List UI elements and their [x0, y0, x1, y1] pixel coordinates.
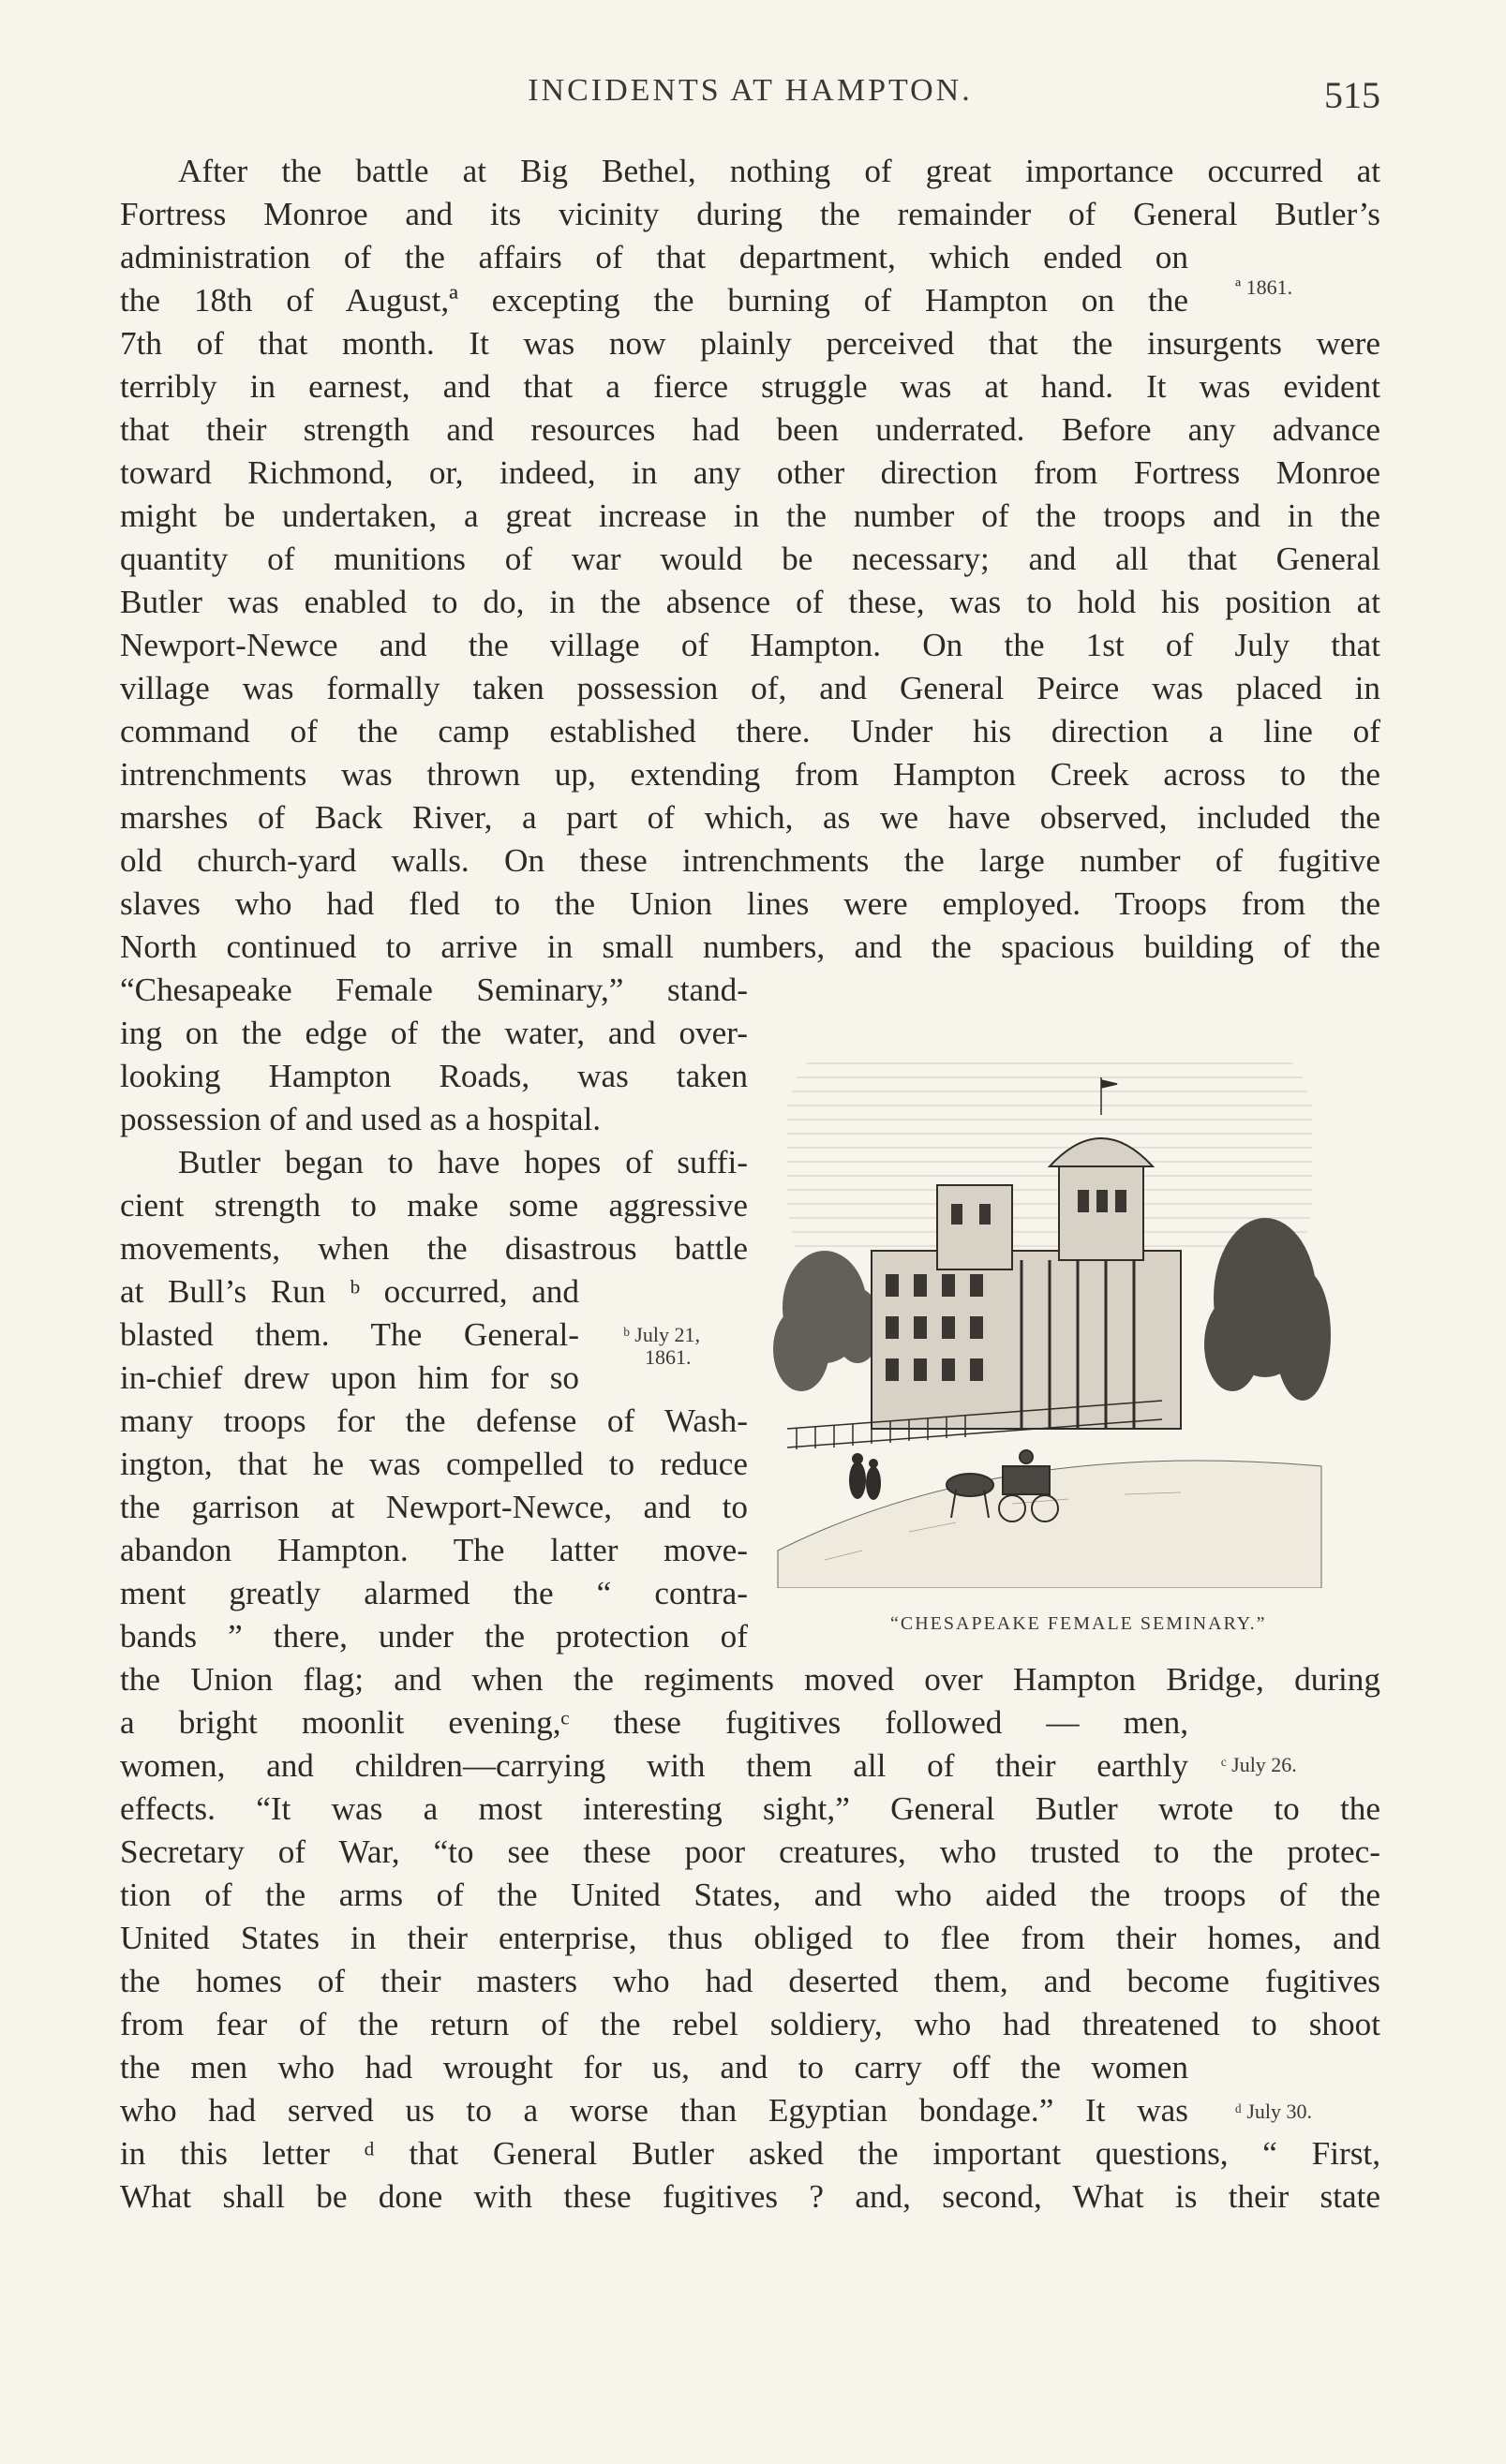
- text-line: marshes of Back River, a part of which, as we have observed, included the: [120, 799, 1380, 836]
- text-line: Butler began to have hopes of suffi-: [178, 1144, 748, 1180]
- text-line: movements, when the disastrous battle: [120, 1230, 748, 1267]
- text-line: abandon Hampton. The latter move-: [120, 1532, 748, 1568]
- text-line: cient strength to make some aggressive: [120, 1187, 748, 1224]
- text-line: who had served us to a worse than Egyptian bondage.” It was: [120, 2092, 1188, 2129]
- margin-note-a: ª 1861.: [1235, 275, 1293, 299]
- text-line: might be undertaken, a great increase in the number of the troops and in the: [120, 497, 1380, 534]
- text-line: 7th of that month. It was now plainly perceived that the insurgents were: [120, 325, 1380, 362]
- text-line: administration of the affairs of that department, which ended on: [120, 239, 1188, 275]
- text-line: women, and children—carrying with them all of their earthly: [120, 1747, 1188, 1784]
- text-line: command of the camp established there. Under his direction a line of: [120, 713, 1380, 750]
- text-line: ing on the edge of the water, and over-: [120, 1015, 748, 1051]
- text-line: the Union flag; and when the regiments moved over Hampton Bridge, during: [120, 1661, 1380, 1698]
- text-line: tion of the arms of the United States, and who aided the troops of the: [120, 1877, 1380, 1913]
- page-number: 515: [1324, 74, 1380, 116]
- text-line: “Chesapeake Female Seminary,” stand-: [120, 972, 748, 1008]
- text-line: North continued to arrive in small numbers, and the spacious building of the: [120, 928, 1380, 965]
- text-line: old church-yard walls. On these intrenchments the large number of fugitive: [120, 842, 1380, 879]
- text-line: United States in their enterprise, thus obliged to flee from their homes, and: [120, 1920, 1380, 1956]
- text-line: Butler was enabled to do, in the absence of these, was to hold his position at: [120, 584, 1380, 620]
- running-title: INCIDENTS AT HAMPTON.: [528, 73, 973, 108]
- text-line: After the battle at Big Bethel, nothing of great importance occurred at: [178, 153, 1380, 189]
- text-line: a bright moonlit evening,ᶜ these fugitives followed — men,: [120, 1704, 1188, 1741]
- figure-caption: “CHESAPEAKE FEMALE SEMINARY.”: [890, 1613, 1267, 1634]
- text-line: intrenchments was thrown up, extending from Hampton Creek across to the: [120, 756, 1380, 793]
- text-line: quantity of munitions of war would be necessary; and all that General: [120, 541, 1380, 577]
- text-line: effects. “It was a most interesting sight,” General Butler wrote to the: [120, 1790, 1380, 1827]
- text-line: ment greatly alarmed the “ contra-: [120, 1575, 748, 1611]
- text-line: the homes of their masters who had deserted them, and become fugitives: [120, 1963, 1380, 1999]
- text-line: slaves who had fled to the Union lines were employed. Troops from the: [120, 885, 1380, 922]
- text-line: possession of and used as a hospital.: [120, 1101, 602, 1137]
- text-line: ington, that he was compelled to reduce: [120, 1446, 748, 1482]
- text-line: the 18th of August,ª excepting the burning of Hampton on the: [120, 282, 1188, 319]
- text-line: the garrison at Newport-Newce, and to: [120, 1489, 748, 1525]
- text-line: many troops for the defense of Wash-: [120, 1403, 748, 1439]
- margin-note-b-line2: 1861.: [645, 1345, 692, 1369]
- text-line: in this letter ᵈ that General Butler asked the important questions, “ First,: [120, 2135, 1380, 2172]
- seminary-engraving: [768, 1026, 1331, 1588]
- margin-note-b-line1: ᵇ July 21,: [623, 1323, 700, 1346]
- text-line: in-chief drew upon him for so: [120, 1359, 579, 1396]
- page-header: [120, 73, 1380, 120]
- margin-note-c: ᶜ July 26.: [1221, 1753, 1297, 1776]
- text-line: the men who had wrought for us, and to carry off the women: [120, 2049, 1188, 2085]
- text-line: village was formally taken possession of, and General Peirce was placed in: [120, 670, 1380, 706]
- text-line: Secretary of War, “to see these poor creatures, who trusted to the protec-: [120, 1833, 1380, 1870]
- text-line: What shall be done with these fugitives ? and, second, What is their state: [120, 2178, 1380, 2215]
- text-line: that their strength and resources had been underrated. Before any advance: [120, 411, 1380, 448]
- text-line: Newport-Newce and the village of Hampton. On the 1st of July that: [120, 627, 1380, 663]
- text-line: bands ” there, under the protection of: [120, 1618, 748, 1655]
- text-line: at Bull’s Run ᵇ occurred, and: [120, 1273, 579, 1310]
- text-line: from fear of the return of the rebel soldiery, who had threatened to shoot: [120, 2006, 1380, 2042]
- margin-note-d: ᵈ July 30.: [1235, 2100, 1313, 2123]
- text-line: terribly in earnest, and that a fierce struggle was at hand. It was evident: [120, 368, 1380, 405]
- text-line: looking Hampton Roads, was taken: [120, 1058, 748, 1094]
- text-line: Fortress Monroe and its vicinity during the remainder of General Butler’s: [120, 196, 1380, 232]
- text-line: toward Richmond, or, indeed, in any other direction from Fortress Monroe: [120, 454, 1380, 491]
- text-line: blasted them. The General-: [120, 1316, 579, 1353]
